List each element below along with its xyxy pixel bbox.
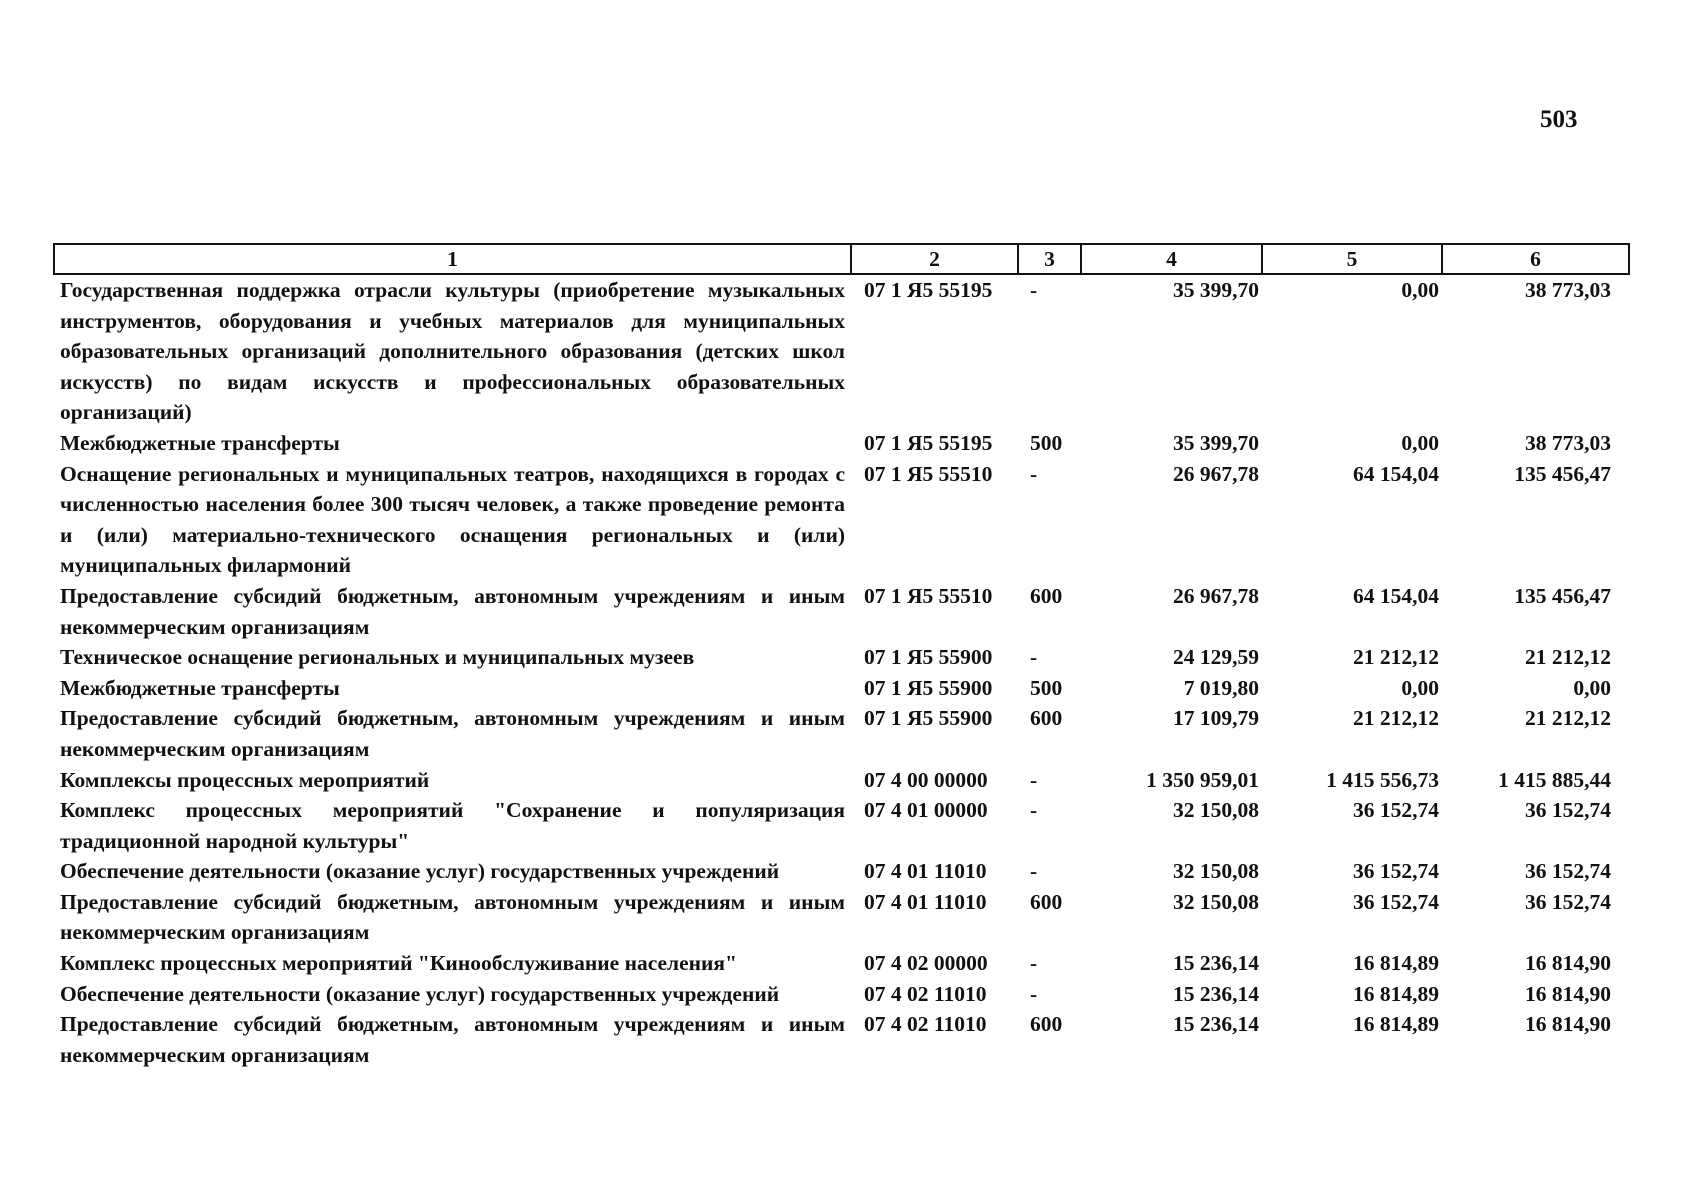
table-row bbox=[54, 274, 1629, 428]
table-row bbox=[54, 459, 1629, 581]
code-cell: 07 1 Я5 55195 bbox=[864, 430, 993, 455]
table-row bbox=[54, 887, 1629, 948]
value-cell: 36 152,74 bbox=[1525, 859, 1611, 884]
value-cell: 16 814,90 bbox=[1525, 1012, 1611, 1037]
row-name-cell: Межбюджетные трансферты bbox=[60, 675, 340, 700]
value-cell: 36 152,74 bbox=[1353, 859, 1439, 884]
column-header: 2 bbox=[851, 244, 1018, 274]
value-cell: 7 019,80 bbox=[1183, 675, 1259, 700]
table-row bbox=[54, 581, 1629, 642]
value-cell: 1 415 885,44 bbox=[1498, 767, 1611, 792]
value-cell: 0,00 bbox=[1401, 278, 1439, 302]
type-cell: 600 bbox=[1030, 706, 1063, 731]
value-cell: 64 154,04 bbox=[1353, 461, 1439, 486]
table-row bbox=[54, 948, 1629, 979]
value-cell: 0,00 bbox=[1573, 675, 1611, 700]
value-cell: 35 399,70 bbox=[1173, 430, 1259, 455]
code-cell: 07 4 02 11010 bbox=[864, 981, 987, 1006]
code-cell: 07 1 Я5 55510 bbox=[864, 583, 993, 608]
value-cell: 16 814,89 bbox=[1353, 951, 1439, 976]
code-cell: 07 1 Я5 55195 bbox=[864, 278, 993, 302]
column-header: 6 bbox=[1442, 244, 1629, 274]
value-cell: 21 212,12 bbox=[1525, 645, 1611, 670]
value-cell: 24 129,59 bbox=[1173, 645, 1259, 670]
code-cell: 07 4 01 11010 bbox=[864, 859, 987, 884]
table-row bbox=[54, 795, 1629, 856]
row-name-cell: Комплексы процессных мероприятий bbox=[60, 767, 430, 792]
value-cell: 15 236,14 bbox=[1173, 1012, 1259, 1037]
row-name-cell: Комплекс процессных мероприятий "Сохранение и популяризация традиционной народной культуры" bbox=[60, 798, 845, 853]
code-cell: 07 1 Я5 55510 bbox=[864, 461, 993, 486]
value-cell: 36 152,74 bbox=[1353, 889, 1439, 914]
table-row bbox=[54, 642, 1629, 673]
type-cell: - bbox=[1030, 645, 1038, 670]
table-row bbox=[54, 765, 1629, 796]
value-cell: 0,00 bbox=[1401, 430, 1439, 455]
type-cell: - bbox=[1030, 798, 1038, 823]
code-cell: 07 4 02 11010 bbox=[864, 1012, 987, 1037]
type-cell: 600 bbox=[1030, 1012, 1063, 1037]
column-header: 5 bbox=[1262, 244, 1442, 274]
budget-table bbox=[53, 243, 1630, 1070]
type-cell: - bbox=[1030, 859, 1038, 884]
table-header-row bbox=[54, 244, 1629, 274]
row-name-cell: Предоставление субсидий бюджетным, автономным учреждениям и иным некоммерческим организациям bbox=[60, 889, 845, 945]
table-row bbox=[54, 979, 1629, 1010]
code-cell: 07 4 01 00000 bbox=[864, 798, 988, 823]
code-cell: 07 1 Я5 55900 bbox=[864, 675, 993, 700]
table-row bbox=[54, 1009, 1629, 1070]
value-cell: 38 773,03 bbox=[1525, 278, 1611, 302]
type-cell: - bbox=[1030, 951, 1038, 976]
row-name-cell: Обеспечение деятельности (оказание услуг) государственных учреждений bbox=[60, 859, 780, 884]
value-cell: 21 212,12 bbox=[1353, 645, 1439, 670]
value-cell: 16 814,89 bbox=[1353, 981, 1439, 1006]
value-cell: 16 814,89 bbox=[1353, 1012, 1439, 1037]
value-cell: 1 415 556,73 bbox=[1326, 767, 1439, 792]
table-row bbox=[54, 673, 1629, 704]
value-cell: 64 154,04 bbox=[1353, 583, 1439, 608]
code-cell: 07 4 00 00000 bbox=[864, 767, 988, 792]
row-name-cell: Техническое оснащение региональных и муниципальных музеев bbox=[60, 645, 695, 670]
row-name-cell: Межбюджетные трансферты bbox=[60, 430, 340, 455]
row-name-cell: Предоставление субсидий бюджетным, автономным учреждениям и иным некоммерческим организациям bbox=[60, 583, 845, 639]
type-cell: - bbox=[1030, 461, 1038, 486]
value-cell: 32 150,08 bbox=[1173, 798, 1259, 823]
value-cell: 21 212,12 bbox=[1525, 706, 1611, 731]
value-cell: 135 456,47 bbox=[1514, 461, 1611, 486]
row-name-cell: Государственная поддержка отрасли культуры (приобретение музыкальных инструментов, оборудования и учебных материалов для муниципальных образовательных организаций дополнительного образования (детских школ искусств) по видам искусств и профессиональных образовательных организаций) bbox=[60, 278, 845, 425]
code-cell: 07 4 01 11010 bbox=[864, 889, 987, 914]
value-cell: 17 109,79 bbox=[1173, 706, 1259, 731]
row-name-cell: Оснащение региональных и муниципальных театров, находящихся в городах с численностью населения более 300 тысяч человек, а также проведение ремонта и (или) материально-технического оснащения региональных и (или) муниципальных филармоний bbox=[60, 461, 845, 578]
type-cell: 600 bbox=[1030, 889, 1063, 914]
table-row bbox=[54, 703, 1629, 764]
code-cell: 07 4 02 00000 bbox=[864, 951, 988, 976]
value-cell: 0,00 bbox=[1401, 675, 1439, 700]
value-cell: 16 814,90 bbox=[1525, 951, 1611, 976]
value-cell: 32 150,08 bbox=[1173, 859, 1259, 884]
column-header: 4 bbox=[1081, 244, 1262, 274]
table-row bbox=[54, 428, 1629, 459]
row-name-cell: Обеспечение деятельности (оказание услуг) государственных учреждений bbox=[60, 981, 780, 1006]
table-row bbox=[54, 856, 1629, 887]
row-name-cell: Предоставление субсидий бюджетным, автономным учреждениям и иным некоммерческим организациям bbox=[60, 706, 845, 761]
column-header: 1 bbox=[54, 244, 851, 274]
value-cell: 35 399,70 bbox=[1173, 278, 1259, 302]
value-cell: 36 152,74 bbox=[1525, 798, 1611, 823]
type-cell: 600 bbox=[1030, 583, 1063, 608]
value-cell: 15 236,14 bbox=[1173, 981, 1259, 1006]
value-cell: 38 773,03 bbox=[1525, 430, 1611, 455]
type-cell: - bbox=[1030, 981, 1038, 1006]
row-name-cell: Предоставление субсидий бюджетным, автономным учреждениям и иным некоммерческим организациям bbox=[60, 1012, 845, 1067]
type-cell: 500 bbox=[1030, 430, 1063, 455]
page-number: 503 bbox=[1540, 106, 1578, 133]
value-cell: 36 152,74 bbox=[1525, 889, 1611, 914]
row-name-cell: Комплекс процессных мероприятий "Кинообслуживание населения" bbox=[60, 951, 737, 976]
column-header: 3 bbox=[1018, 244, 1081, 274]
code-cell: 07 1 Я5 55900 bbox=[864, 645, 993, 670]
type-cell: 500 bbox=[1030, 675, 1063, 700]
value-cell: 1 350 959,01 bbox=[1146, 767, 1259, 792]
value-cell: 26 967,78 bbox=[1173, 583, 1259, 608]
value-cell: 26 967,78 bbox=[1173, 461, 1259, 486]
value-cell: 135 456,47 bbox=[1514, 583, 1611, 608]
value-cell: 16 814,90 bbox=[1525, 981, 1611, 1006]
type-cell: - bbox=[1030, 278, 1038, 302]
type-cell: - bbox=[1030, 767, 1038, 792]
code-cell: 07 1 Я5 55900 bbox=[864, 706, 993, 731]
value-cell: 21 212,12 bbox=[1353, 706, 1439, 731]
value-cell: 36 152,74 bbox=[1353, 798, 1439, 823]
value-cell: 32 150,08 bbox=[1173, 889, 1259, 914]
value-cell: 15 236,14 bbox=[1173, 951, 1259, 976]
